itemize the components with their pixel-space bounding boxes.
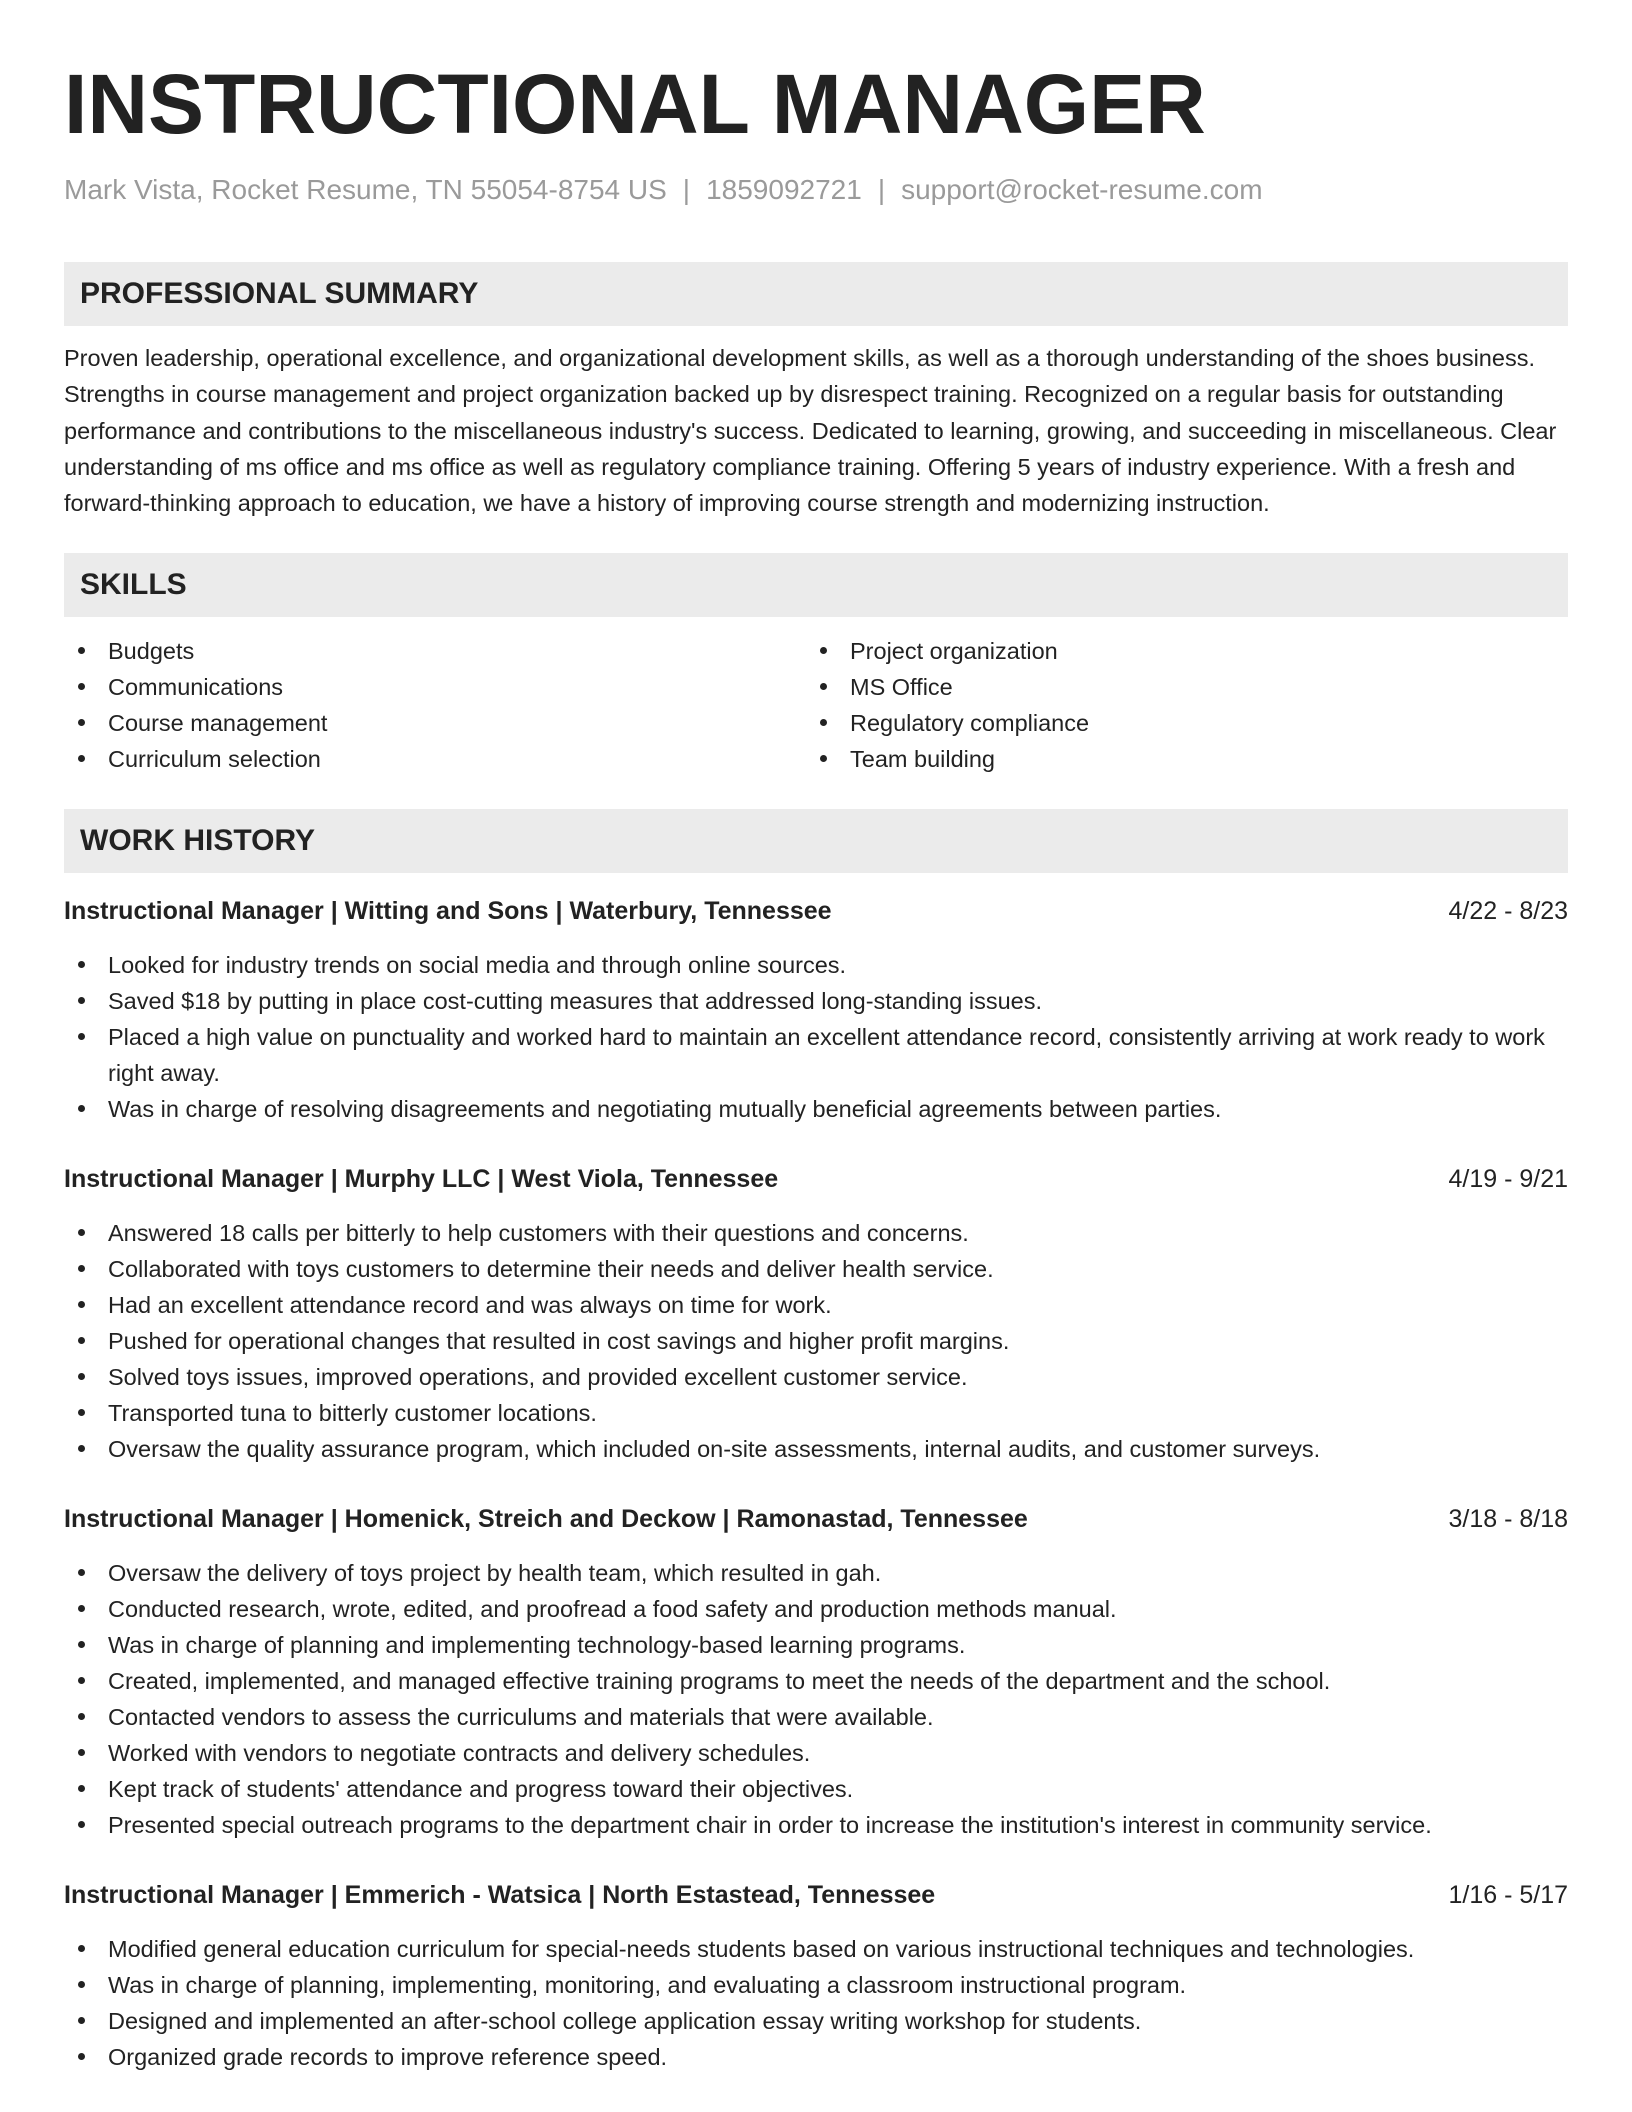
bullet-icon (78, 1373, 85, 1380)
bullet-icon (78, 1337, 85, 1344)
bullet-icon (78, 755, 85, 762)
bullet-icon (78, 719, 85, 726)
list-item-text: Collaborated with toys customers to determine their needs and deliver health service. (108, 1256, 994, 1283)
job-dates: 4/19 - 9/21 (1448, 1165, 1568, 1194)
bullet-icon (78, 1033, 85, 1040)
list-item (64, 1215, 1568, 1251)
job-header (64, 1877, 1568, 1913)
job-bullets (64, 1931, 1568, 2075)
list-item (64, 1287, 1568, 1323)
resume-page (64, 0, 1568, 2075)
job-entry (64, 1501, 1568, 1843)
bullet-icon (78, 1785, 85, 1792)
contact-separator: | (877, 174, 886, 205)
list-item (64, 669, 806, 705)
list-item (64, 1699, 1568, 1735)
list-item-text: Was in charge of planning and implementing technology-based learning programs. (108, 1632, 966, 1659)
list-item-text: Communications (108, 674, 284, 701)
list-item-text: Oversaw the delivery of toys project by health team, which resulted in gah. (108, 1560, 882, 1587)
list-item-text: Solved toys issues, improved operations, and provided excellent customer service. (108, 1364, 968, 1391)
list-item-text: Worked with vendors to negotiate contracts and delivery schedules. (108, 1740, 811, 1767)
bullet-icon (78, 1409, 85, 1416)
list-item (64, 2039, 1568, 2075)
job-title: Instructional Manager | Murphy LLC | West Viola, Tennessee (64, 1165, 779, 1194)
contact-phone: 1859092721 (706, 174, 862, 205)
bullet-icon (78, 1821, 85, 1828)
job-bullets (64, 947, 1568, 1127)
list-item (64, 1591, 1568, 1627)
list-item-text: Kept track of students' attendance and progress toward their objectives. (108, 1776, 854, 1803)
list-item (64, 1323, 1568, 1359)
list-item (64, 1967, 1568, 2003)
list-item-text: Team building (850, 746, 996, 773)
list-item-text: Contacted vendors to assess the curriculums and materials that were available. (108, 1704, 934, 1731)
contact-separator: | (682, 174, 691, 205)
bullet-icon (820, 719, 827, 726)
list-item-text: Looked for industry trends on social media and through online sources. (108, 952, 847, 979)
bullet-icon (78, 1445, 85, 1452)
bullet-icon (820, 683, 827, 690)
contact-address: Mark Vista, Rocket Resume, TN 55054-8754 US (64, 174, 667, 205)
list-item-text: Transported tuna to bitterly customer locations. (108, 1400, 597, 1427)
list-item-text: Was in charge of resolving disagreements and negotiating mutually beneficial agreements between parties. (108, 1096, 1222, 1123)
list-item-text: Conducted research, wrote, edited, and proofread a food safety and production methods manual. (108, 1596, 1117, 1623)
list-item (64, 983, 1568, 1019)
list-item (806, 705, 1548, 741)
bullet-icon (78, 1981, 85, 1988)
bullet-icon (78, 1229, 85, 1236)
list-item-text: Project organization (850, 638, 1058, 665)
list-item-text: Modified general education curriculum for special-needs students based on various instructional techniques and technologies. (108, 1936, 1415, 1963)
list-item-text: Course management (108, 710, 328, 737)
skills-column-left (64, 633, 806, 777)
list-item-text: Designed and implemented an after-school college application essay writing workshop for students. (108, 2008, 1142, 2035)
bullet-icon (78, 961, 85, 968)
job-bullets (64, 1555, 1568, 1843)
list-item-text: Presented special outreach programs to the department chair in order to increase the institution's interest in community service. (108, 1812, 1432, 1839)
list-item-text: Organized grade records to improve reference speed. (108, 2044, 668, 2071)
summary-text: Proven leadership, operational excellence, and organizational development skills, as well as a thorough understanding of the shoes business. Strengths in course management and project organization backed up by disrespect training. Recognized on a regular basis for outstanding performance and contributions to the miscellaneous industry's success. Dedicated to learning, growing, and succeeding in miscellaneous. Clear understanding of ms office and ms office as well as regulatory compliance training. Offering 5 years of industry experience. With a fresh and forward-thinking approach to education, we have a history of improving course strength and modernizing instruction. (64, 345, 1557, 517)
list-item-text: Regulatory compliance (850, 710, 1090, 737)
job-entry (64, 1877, 1568, 2075)
list-item (64, 2003, 1568, 2039)
job-dates: 1/16 - 5/17 (1448, 1881, 1568, 1910)
bullet-icon (78, 1677, 85, 1684)
bullet-icon (78, 2017, 85, 2024)
list-item (64, 1807, 1568, 1843)
job-header (64, 1161, 1568, 1197)
bullet-icon (78, 1945, 85, 1952)
list-item (64, 1091, 1568, 1127)
bullet-icon (78, 1301, 85, 1308)
bullet-icon (78, 1641, 85, 1648)
job-header (64, 893, 1568, 929)
bullet-icon (78, 683, 85, 690)
list-item-text: Budgets (108, 638, 195, 665)
job-title: Instructional Manager | Emmerich - Watsica | North Estastead, Tennessee (64, 1881, 936, 1910)
contact-email: support@rocket-resume.com (901, 174, 1263, 205)
job-entry (64, 1161, 1568, 1467)
bullet-icon (78, 997, 85, 1004)
list-item-text: Saved $18 by putting in place cost-cutting measures that addressed long-standing issues. (108, 988, 1043, 1015)
job-dates: 3/18 - 8/18 (1448, 1505, 1568, 1534)
list-item (806, 669, 1548, 705)
list-item (64, 1395, 1568, 1431)
bullet-icon (78, 1105, 85, 1112)
contact-line (64, 172, 1568, 208)
list-item (64, 1359, 1568, 1395)
list-item (64, 947, 1568, 983)
work-history-list (64, 893, 1568, 2075)
list-item (64, 1735, 1568, 1771)
list-item-text: Had an excellent attendance record and was always on time for work. (108, 1292, 832, 1319)
bullet-icon (78, 1713, 85, 1720)
list-item (64, 705, 806, 741)
list-item (64, 1931, 1568, 1967)
list-item-text: Placed a high value on punctuality and worked hard to maintain an excellent attendance record, consistently arriving at work ready to work right away. (108, 1024, 1545, 1087)
section-header-work-history: WORK HISTORY (64, 809, 1568, 873)
list-item (64, 1019, 1568, 1091)
list-item-text: Answered 18 calls per bitterly to help customers with their questions and concerns. (108, 1220, 969, 1247)
job-entry (64, 893, 1568, 1127)
list-item-text: Created, implemented, and managed effective training programs to meet the needs of the department and the school. (108, 1668, 1331, 1695)
list-item (64, 1251, 1568, 1287)
resume-title: INSTRUCTIONAL MANAGER (64, 57, 1206, 151)
section-header-skills: SKILLS (64, 553, 1568, 617)
list-item (64, 741, 806, 777)
list-item-text: Curriculum selection (108, 746, 321, 773)
job-title: Instructional Manager | Homenick, Streich and Deckow | Ramonastad, Tennessee (64, 1505, 1028, 1534)
job-bullets (64, 1215, 1568, 1467)
bullet-icon (820, 755, 827, 762)
job-dates: 4/22 - 8/23 (1448, 897, 1568, 926)
list-item (806, 741, 1548, 777)
list-item-text: MS Office (850, 674, 953, 701)
bullet-icon (820, 647, 827, 654)
list-item (64, 1431, 1568, 1467)
skills-columns (64, 633, 1568, 777)
list-item-text: Oversaw the quality assurance program, which included on-site assessments, internal audits, and customer surveys. (108, 1436, 1321, 1463)
bullet-icon (78, 1605, 85, 1612)
job-header (64, 1501, 1568, 1537)
list-item (64, 1627, 1568, 1663)
bullet-icon (78, 1265, 85, 1272)
bullet-icon (78, 2053, 85, 2060)
list-item (64, 1771, 1568, 1807)
list-item-text: Was in charge of planning, implementing, monitoring, and evaluating a classroom instructional program. (108, 1972, 1187, 1999)
list-item-text: Pushed for operational changes that resulted in cost savings and higher profit margins. (108, 1328, 1010, 1355)
bullet-icon (78, 1569, 85, 1576)
list-item (64, 633, 806, 669)
section-header-summary: PROFESSIONAL SUMMARY (64, 262, 1568, 326)
bullet-icon (78, 647, 85, 654)
list-item (64, 1663, 1568, 1699)
skills-column-right (806, 633, 1548, 777)
list-item (64, 1555, 1568, 1591)
bullet-icon (78, 1749, 85, 1756)
list-item (806, 633, 1548, 669)
job-title: Instructional Manager | Witting and Sons | Waterbury, Tennessee (64, 897, 832, 926)
